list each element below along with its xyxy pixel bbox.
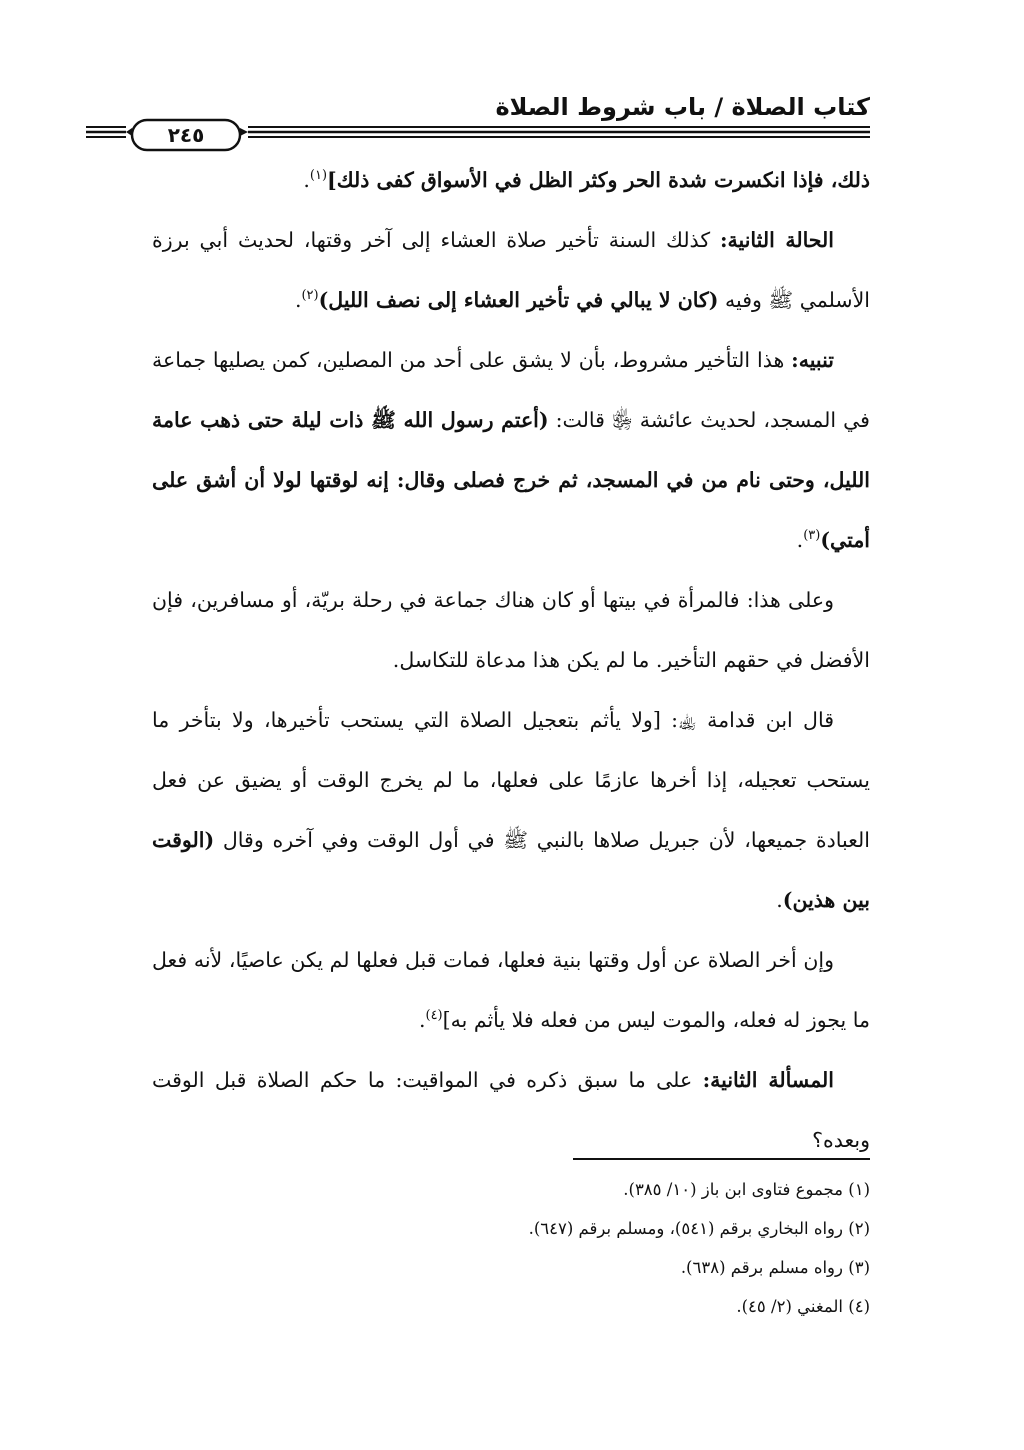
p1-text: ذلك، فإذا انكسرت شدة الحر وكثر الظل في الأسواق كفى ذلك] (327, 168, 870, 192)
p2-label: الحالة الثانية: (719, 228, 834, 252)
p5-end: . (776, 888, 783, 912)
paragraph-6 (152, 930, 870, 1050)
paragraph-4 (152, 570, 870, 690)
p4-text: وعلى هذا: فالمرأة في بيتها أو كان هناك جماعة في رحلة بريّة، أو مسافرين، فإن الأفضل في حقهم التأخير. ما لم يكن هذا مدعاة للتكاسل. (152, 588, 870, 672)
p3-text: هذا التأخير مشروط، بأن لا يشق على أحد من المصلين، كمن يصليها جماعة في المسجد، لحديث عائشة ﵂ قالت: (152, 348, 870, 432)
running-header-title: كتاب الصلاة / باب شروط الصلاة (495, 93, 870, 121)
footnote-separator (573, 1158, 870, 1160)
footnote-4: (٤) المغني (٢/ ٤٥). (736, 1297, 870, 1316)
p5-text: قال ابن قدامة ﵀: [ولا يأثم بتعجيل الصلاة التي يستحب تأخيرها، ولا بتأخر ما يستحب تعجيله، إذا أخرها عازمًا على فعلها، ما لم يخرج الوقت أو يضيق عن فعل العبادة جميعها، لأن جبريل صلاها بالنبي ﷺ في أول الوقت وفي آخره وقال (152, 708, 870, 852)
paragraph-3 (152, 330, 870, 570)
p5-quote: (الوقت بين هذين) (152, 828, 870, 912)
p3-end: . (796, 528, 804, 552)
header-rule (86, 118, 870, 152)
p2-end: . (294, 288, 302, 312)
paragraph-2 (152, 210, 870, 330)
footnote-ref-4: (٤) (425, 1008, 443, 1024)
p6-text: وإن أخر الصلاة عن أول وقتها بنية فعلها، فمات قبل فعلها لم يكن عاصيًا، لأنه فعل ما يجوز له فعله، والموت ليس من فعله فلا يأثم به] (152, 948, 870, 1032)
footnote-ref-2: (٢) (301, 288, 319, 304)
p1-end: . (303, 168, 310, 192)
footnote-ref-3: (٣) (803, 528, 821, 544)
p3-quote: (أعتم رسول الله ﷺ ذات ليلة حتى ذهب عامة الليل، وحتى نام من في المسجد، ثم خرج فصلى وقال: إنه لوقتها لولا أن أشق على أمتي) (152, 408, 870, 552)
main-text (152, 150, 870, 1170)
footnote-1: (١) مجموع فتاوى ابن باز (١٠/ ٣٨٥). (623, 1180, 870, 1199)
p3-label: تنبيه: (791, 348, 834, 372)
footnotes (152, 1172, 870, 1328)
page-number: ٢٤٥ (167, 123, 205, 147)
paragraph-7 (152, 1050, 870, 1170)
paragraph-5 (152, 690, 870, 930)
p2-text: كذلك السنة تأخير صلاة العشاء إلى آخر وقتها، لحديث أبي برزة الأسلمي ﷺ وفيه (152, 228, 870, 312)
paragraph-1 (152, 150, 870, 210)
footnote-2: (٢) رواه البخاري برقم (٥٤١)، ومسلم برقم (٦٤٧). (528, 1219, 870, 1238)
p7-text: على ما سبق ذكره في المواقيت: ما حكم الصلاة قبل الوقت وبعده؟ (152, 1068, 870, 1152)
p2-quote: (كان لا يبالي في تأخير العشاء إلى نصف الليل) (318, 288, 719, 312)
p6-end: . (418, 1008, 426, 1032)
footnote-3: (٣) رواه مسلم برقم (٦٣٨). (680, 1258, 870, 1277)
p7-label: المسألة الثانية: (702, 1068, 834, 1092)
footnote-ref-1: (١) (309, 168, 328, 184)
